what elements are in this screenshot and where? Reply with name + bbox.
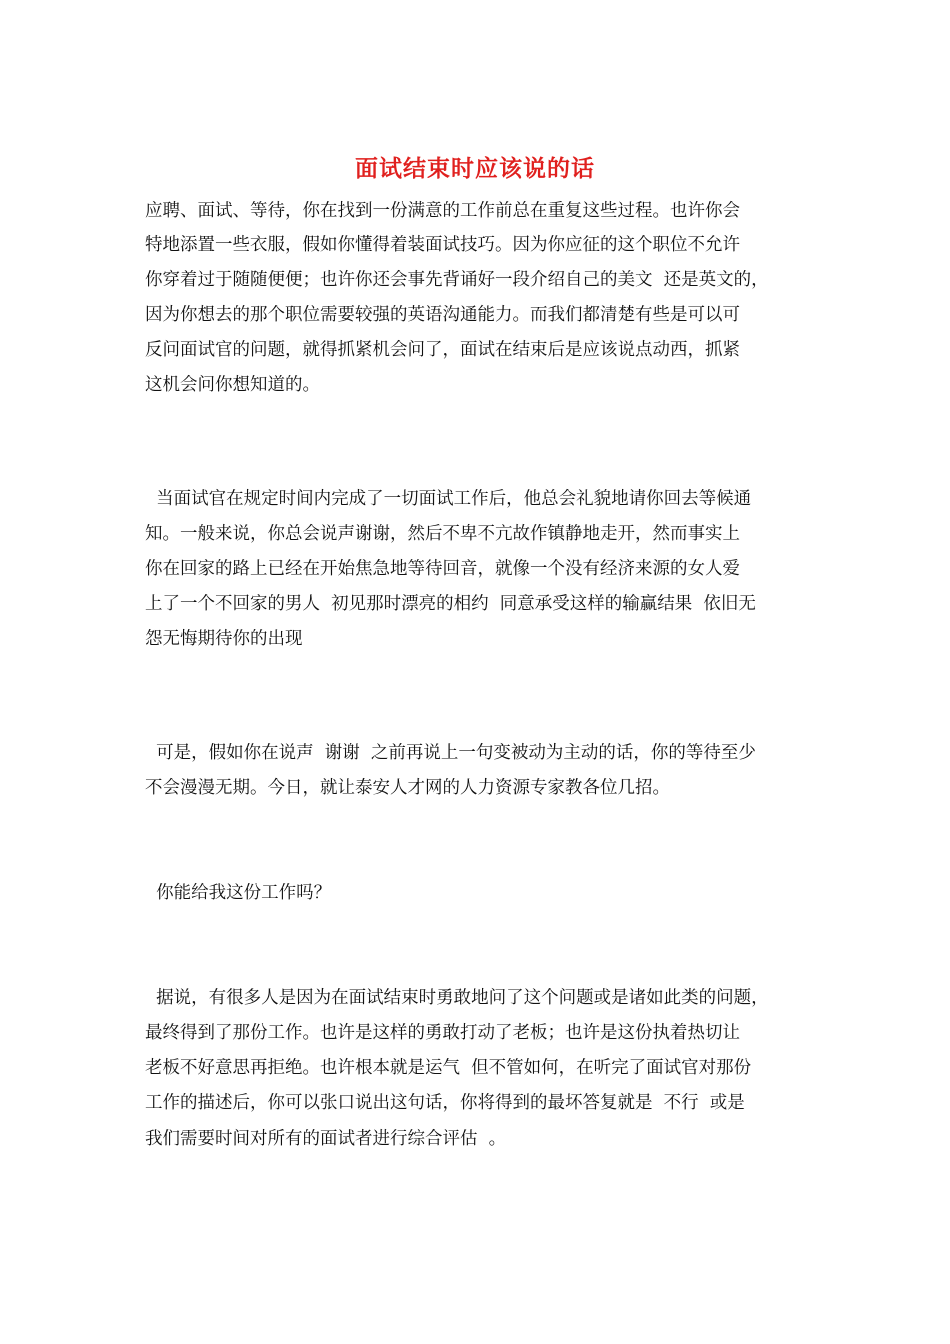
paragraph-1-line-4: 因为你想去的那个职位需要较强的英语沟通能力。而我们都清楚有些是可以可 — [145, 305, 740, 325]
paragraph-5-line-2: 最终得到了那份工作。也许是这样的勇敢打动了老板；也许是这份执着热切让 — [145, 1023, 740, 1043]
paragraph-4-line-1: 你能给我这份工作吗？ — [145, 883, 332, 903]
paragraph-1-line-2: 特地添置一些衣服，假如你懂得着装面试技巧。因为你应征的这个职位不允许 — [145, 235, 740, 255]
paragraph-5-line-3: 老板不好意思再拒绝。也许根本就是运气 但不管如何，在听完了面试官对那份 — [145, 1058, 752, 1078]
paragraph-1-line-3: 你穿着过于随随便便；也许你还会事先背诵好一段介绍自己的美文 还是英文的， — [145, 270, 769, 290]
paragraph-2-line-4: 上了一个不回家的男人 初见那时漂亮的相约 同意承受这样的输赢结果 依旧无 — [145, 594, 756, 614]
paragraph-2-line-1: 当面试官在规定时间内完成了一切面试工作后，他总会礼貌地请你回去等候通 — [145, 489, 752, 509]
paragraph-2-line-2: 知。一般来说，你总会说声谢谢，然后不卑不亢故作镇静地走开，然而事实上 — [145, 524, 740, 544]
paragraph-1-line-5: 反问面试官的问题，就得抓紧机会问了，面试在结束后是应该说点动西，抓紧 — [145, 340, 740, 360]
paragraph-5-line-5: 我们需要时间对所有的面试者进行综合评估 。 — [145, 1129, 507, 1149]
paragraph-3-line-2: 不会漫漫无期。今日，就让泰安人才网的人力资源专家教各位几招。 — [145, 778, 670, 798]
paragraph-3-line-1: 可是，假如你在说声 谢谢 之前再说上一句变被动为主动的话，你的等待至少 — [145, 743, 756, 763]
paragraph-1-line-6: 这机会问你想知道的。 — [145, 375, 320, 395]
paragraph-5-line-1: 据说，有很多人是因为在面试结束时勇敢地问了这个问题或是诸如此类的问题， — [145, 988, 769, 1008]
document-title: 面试结束时应该说的话 — [355, 155, 595, 182]
paragraph-2-line-3: 你在回家的路上已经在开始焦急地等待回音，就像一个没有经济来源的女人爱 — [145, 559, 740, 579]
paragraph-5-line-4: 工作的描述后，你可以张口说出这句话，你将得到的最坏答复就是 不行 或是 — [145, 1093, 745, 1113]
paragraph-2-line-5: 怨无悔期待你的出现 — [145, 629, 303, 649]
paragraph-1-line-1: 应聘、面试、等待，你在找到一份满意的工作前总在重复这些过程。也许你会 — [145, 201, 740, 221]
